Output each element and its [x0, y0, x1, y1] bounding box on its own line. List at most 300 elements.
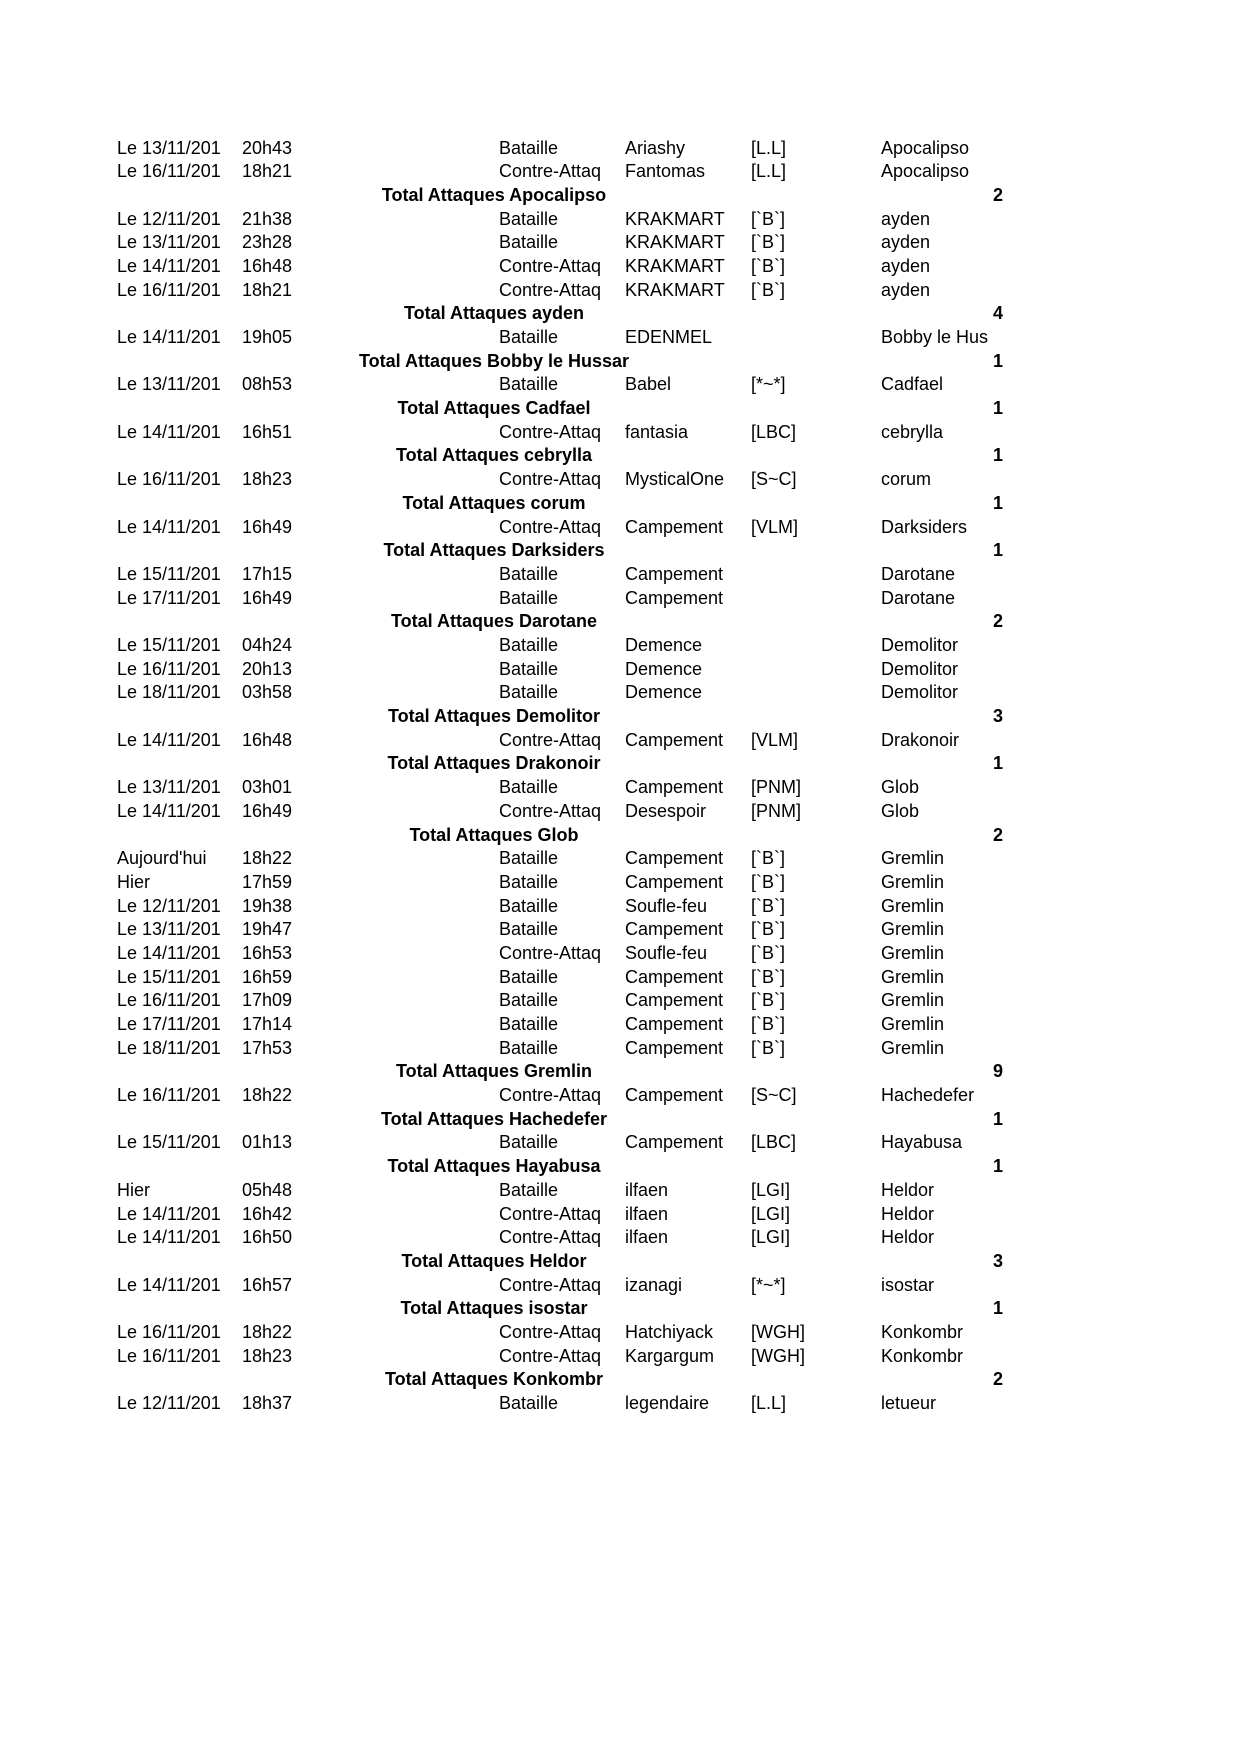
date-cell: Le 15/11/201 [117, 634, 221, 655]
attack-row [0, 1037, 1241, 1061]
total-count: 1 [992, 753, 1003, 774]
attacker-cell: Demence [625, 658, 703, 679]
total-count: 1 [992, 1108, 1003, 1129]
attack-row [0, 1013, 1241, 1037]
alliance-tag-cell: [`B`] [751, 255, 785, 276]
attack-type-cell: Bataille [499, 658, 559, 679]
date-cell: Le 14/11/201 [117, 1274, 221, 1295]
attacker-cell: Campement [625, 919, 724, 940]
attack-row [0, 1084, 1241, 1108]
time-cell: 01h13 [242, 1132, 293, 1153]
date-cell: Le 13/11/201 [117, 232, 221, 253]
attack-type-cell: Contre-Attaq [499, 279, 602, 300]
attack-row [0, 208, 1241, 232]
attack-type-cell: Contre-Attaq [499, 1322, 602, 1342]
date-cell: Le 13/11/201 [117, 137, 221, 158]
attack-type-cell: Bataille [499, 1393, 559, 1414]
alliance-tag-cell: [LGI] [751, 1179, 791, 1200]
target-cell: Drakonoir [881, 729, 960, 750]
attack-type-cell: Contre-Attaq [499, 1085, 602, 1106]
time-cell: 03h58 [242, 682, 293, 703]
total-count: 2 [992, 1369, 1003, 1390]
target-cell: Darotane [881, 563, 956, 584]
total-count: 1 [992, 398, 1003, 419]
attack-row [0, 1321, 1241, 1345]
attack-type-cell: Bataille [499, 871, 559, 892]
attacker-cell: Soufle-feu [625, 895, 708, 916]
attack-row [0, 1392, 1241, 1416]
total-row [0, 610, 1241, 634]
target-cell: Bobby le Hus [881, 327, 989, 348]
attack-type-cell: Bataille [499, 232, 559, 253]
total-label: Total Attaques corum [402, 492, 586, 513]
alliance-tag-cell: [`B`] [751, 232, 785, 253]
date-cell: Le 14/11/201 [117, 1203, 221, 1224]
attack-type-cell: Contre-Attaq [499, 800, 602, 821]
attacker-cell: legendaire [625, 1393, 710, 1414]
alliance-tag-cell: [`B`] [751, 942, 785, 963]
attacker-cell: ilfaen [625, 1179, 669, 1200]
alliance-tag-cell: [`B`] [751, 919, 785, 940]
attack-type-cell: Bataille [499, 1179, 559, 1200]
date-cell: Le 16/11/201 [117, 469, 221, 490]
total-label: Total Attaques Darotane [390, 611, 598, 632]
alliance-tag-cell: [S~C] [751, 469, 797, 490]
time-cell: 17h59 [242, 871, 293, 892]
total-label: Total Attaques isostar [400, 1298, 588, 1319]
attacker-cell: Kargargum [625, 1345, 715, 1366]
target-cell: Heldor [881, 1203, 935, 1224]
attacker-cell: KRAKMART [625, 255, 725, 276]
alliance-tag-cell: [LGI] [751, 1203, 791, 1224]
alliance-tag-cell: [L.L] [751, 1393, 787, 1414]
time-cell: 20h13 [242, 658, 293, 679]
target-cell: Hayabusa [881, 1132, 963, 1153]
attacker-cell: Campement [625, 1037, 724, 1058]
target-cell: Demolitor [881, 682, 959, 703]
total-count: 2 [992, 184, 1003, 205]
alliance-tag-cell: [S~C] [751, 1085, 797, 1106]
attack-row [0, 989, 1241, 1013]
date-cell: Le 12/11/201 [117, 1393, 221, 1414]
total-row [0, 397, 1241, 421]
target-cell: letueur [881, 1393, 937, 1414]
total-label: Total Attaques Hayabusa [387, 1156, 601, 1177]
attacker-cell: Campement [625, 587, 724, 608]
date-cell: Le 15/11/201 [117, 563, 221, 584]
time-cell: 16h48 [242, 255, 293, 276]
attack-type-cell: Bataille [499, 1132, 559, 1153]
attack-row [0, 942, 1241, 966]
time-cell: 17h09 [242, 990, 293, 1011]
target-cell: Demolitor [881, 634, 959, 655]
attack-row [0, 895, 1241, 919]
date-cell: Le 15/11/201 [117, 1132, 221, 1153]
date-cell: Le 12/11/201 [117, 895, 221, 916]
attack-row [0, 634, 1241, 658]
target-cell: Gremlin [881, 871, 945, 892]
total-count: 9 [992, 1061, 1003, 1082]
time-cell: 08h53 [242, 374, 293, 395]
attack-type-cell: Contre-Attaq [499, 255, 602, 276]
attack-row [0, 1345, 1241, 1369]
alliance-tag-cell: [`B`] [751, 871, 785, 892]
total-row [0, 1108, 1241, 1132]
date-cell: Le 14/11/201 [117, 800, 221, 821]
attack-row [0, 800, 1241, 824]
date-cell: Le 14/11/201 [117, 327, 221, 348]
date-cell: Le 14/11/201 [117, 729, 221, 750]
attack-row [0, 587, 1241, 611]
attack-row [0, 1274, 1241, 1298]
date-cell: Le 15/11/201 [117, 966, 221, 987]
date-cell: Le 16/11/201 [117, 1345, 221, 1366]
time-cell: 16h53 [242, 942, 293, 963]
total-row [0, 539, 1241, 563]
time-cell: 16h48 [242, 729, 293, 750]
attack-row [0, 681, 1241, 705]
total-count: 2 [992, 824, 1003, 845]
attack-row [0, 966, 1241, 990]
total-label: Total Attaques Drakonoir [387, 753, 601, 774]
total-count: 1 [992, 492, 1003, 513]
attack-type-cell: Bataille [499, 563, 559, 584]
time-cell: 16h59 [242, 966, 293, 987]
total-label: Total Attaques ayden [403, 303, 585, 324]
total-row [0, 752, 1241, 776]
date-cell: Hier [117, 1179, 151, 1200]
attacker-cell: izanagi [625, 1274, 683, 1295]
date-cell: Le 14/11/201 [117, 255, 221, 276]
total-label: Total Attaques Apocalipso [381, 184, 607, 205]
attack-type-cell: Bataille [499, 895, 559, 916]
date-cell: Le 13/11/201 [117, 374, 221, 395]
date-cell: Le 16/11/201 [117, 279, 221, 300]
total-label: Total Attaques Glob [409, 824, 579, 845]
total-row [0, 1368, 1241, 1392]
total-row [0, 1060, 1241, 1084]
time-cell: 16h42 [242, 1203, 293, 1224]
date-cell: Le 14/11/201 [117, 1227, 221, 1248]
attack-row [0, 1203, 1241, 1227]
alliance-tag-cell: [`B`] [751, 1014, 785, 1035]
attacker-cell: ilfaen [625, 1227, 669, 1248]
date-cell: Le 18/11/201 [117, 1037, 221, 1058]
attacker-cell: Babel [625, 374, 672, 395]
time-cell: 16h49 [242, 516, 293, 537]
attack-type-cell: Contre-Attaq [499, 1203, 602, 1224]
target-cell: Darksiders [881, 516, 968, 537]
time-cell: 16h50 [242, 1227, 293, 1248]
total-count: 1 [992, 350, 1003, 371]
target-cell: Glob [881, 777, 920, 798]
alliance-tag-cell: [`B`] [751, 966, 785, 987]
alliance-tag-cell: [`B`] [751, 848, 785, 869]
alliance-tag-cell: [`B`] [751, 990, 785, 1011]
target-cell: Heldor [881, 1179, 935, 1200]
attack-row [0, 1131, 1241, 1155]
attack-type-cell: Contre-Attaq [499, 161, 602, 182]
alliance-tag-cell: [LGI] [751, 1227, 791, 1248]
target-cell: ayden [881, 255, 931, 276]
total-count: 3 [992, 706, 1003, 727]
total-count: 1 [992, 1156, 1003, 1177]
target-cell: ayden [881, 208, 931, 229]
time-cell: 03h01 [242, 777, 293, 798]
attack-row [0, 847, 1241, 871]
time-cell: 18h37 [242, 1393, 293, 1414]
attacker-cell: Campement [625, 1085, 724, 1106]
total-count: 1 [992, 445, 1003, 466]
target-cell: Konkombr [881, 1345, 964, 1366]
attack-type-cell: Contre-Attaq [499, 942, 602, 963]
target-cell: ayden [881, 279, 931, 300]
attack-type-cell: Contre-Attaq [499, 729, 602, 750]
time-cell: 21h38 [242, 208, 293, 229]
attack-type-cell: Bataille [499, 777, 559, 798]
target-cell: Gremlin [881, 966, 945, 987]
attacker-cell: EDENMEL [625, 327, 713, 348]
date-cell: Le 14/11/201 [117, 421, 221, 442]
time-cell: 18h22 [242, 1322, 293, 1342]
attack-type-cell: Contre-Attaq [499, 469, 602, 490]
time-cell: 19h38 [242, 895, 293, 916]
alliance-tag-cell: [VLM] [751, 516, 799, 537]
date-cell: Le 13/11/201 [117, 777, 221, 798]
target-cell: Gremlin [881, 919, 945, 940]
attack-row [0, 658, 1241, 682]
time-cell: 18h22 [242, 848, 293, 869]
time-cell: 16h51 [242, 421, 293, 442]
time-cell: 18h22 [242, 1085, 293, 1106]
time-cell: 16h49 [242, 800, 293, 821]
alliance-tag-cell: [`B`] [751, 208, 785, 229]
attack-type-cell: Bataille [499, 919, 559, 940]
total-row [0, 302, 1241, 326]
total-label: Total Attaques Hachedefer [380, 1108, 608, 1129]
attack-row [0, 776, 1241, 800]
time-cell: 18h23 [242, 1345, 293, 1366]
attacker-cell: Campement [625, 729, 724, 750]
total-count: 2 [992, 611, 1003, 632]
date-cell: Le 16/11/201 [117, 1322, 221, 1342]
alliance-tag-cell: [L.L] [751, 137, 787, 158]
attacker-cell: ilfaen [625, 1203, 669, 1224]
attack-type-cell: Bataille [499, 1014, 559, 1035]
attacker-cell: Hatchiyack [625, 1322, 714, 1342]
attack-type-cell: Contre-Attaq [499, 1227, 602, 1248]
target-cell: isostar [881, 1274, 935, 1295]
total-label: Total Attaques Heldor [401, 1250, 587, 1271]
total-row [0, 705, 1241, 729]
attack-type-cell: Contre-Attaq [499, 421, 602, 442]
time-cell: 18h21 [242, 161, 293, 182]
time-cell: 18h21 [242, 279, 293, 300]
attack-type-cell: Bataille [499, 990, 559, 1011]
attack-row [0, 871, 1241, 895]
attacker-cell: Demence [625, 634, 703, 655]
attack-row [0, 279, 1241, 303]
attack-row [0, 326, 1241, 350]
total-count: 3 [992, 1250, 1003, 1271]
date-cell: Le 16/11/201 [117, 161, 221, 182]
attack-row [0, 137, 1241, 161]
attack-type-cell: Bataille [499, 682, 559, 703]
attacker-cell: KRAKMART [625, 279, 725, 300]
attack-row [0, 516, 1241, 540]
attacker-cell: Campement [625, 871, 724, 892]
total-label: Total Attaques Gremlin [395, 1061, 593, 1082]
target-cell: corum [881, 469, 932, 490]
total-row [0, 1155, 1241, 1179]
total-row [0, 1297, 1241, 1321]
attack-type-cell: Bataille [499, 634, 559, 655]
total-label: Total Attaques Cadfael [397, 398, 591, 419]
total-label: Total Attaques Darksiders [383, 540, 605, 561]
time-cell: 16h49 [242, 587, 293, 608]
target-cell: Darotane [881, 587, 956, 608]
total-label: Total Attaques Demolitor [387, 706, 600, 727]
alliance-tag-cell: [`B`] [751, 1037, 785, 1058]
target-cell: Gremlin [881, 1037, 945, 1058]
alliance-tag-cell: [`B`] [751, 279, 785, 300]
date-cell: Le 16/11/201 [117, 1085, 221, 1106]
target-cell: Gremlin [881, 895, 945, 916]
attack-row [0, 160, 1241, 184]
total-row [0, 184, 1241, 208]
attack-type-cell: Bataille [499, 137, 559, 158]
target-cell: Gremlin [881, 990, 945, 1011]
time-cell: 23h28 [242, 232, 293, 253]
attack-type-cell: Bataille [499, 966, 559, 987]
target-cell: Apocalipso [881, 161, 970, 182]
attack-type-cell: Bataille [499, 587, 559, 608]
target-cell: Konkombr [881, 1322, 964, 1342]
target-cell: Demolitor [881, 658, 959, 679]
attacker-cell: Campement [625, 777, 724, 798]
time-cell: 16h57 [242, 1274, 293, 1295]
attack-row [0, 1179, 1241, 1203]
attacker-cell: KRAKMART [625, 208, 725, 229]
attacker-cell: Campement [625, 1014, 724, 1035]
date-cell: Le 16/11/201 [117, 990, 221, 1011]
attack-row [0, 421, 1241, 445]
alliance-tag-cell: [LBC] [751, 421, 797, 442]
alliance-tag-cell: [`B`] [751, 895, 785, 916]
date-cell: Le 18/11/201 [117, 682, 221, 703]
alliance-tag-cell: [WGH] [751, 1345, 805, 1366]
attacker-cell: KRAKMART [625, 232, 725, 253]
date-cell: Le 12/11/201 [117, 208, 221, 229]
alliance-tag-cell: [*~*] [751, 1274, 786, 1295]
time-cell: 17h53 [242, 1037, 293, 1058]
target-cell: Apocalipso [881, 137, 970, 158]
target-cell: Gremlin [881, 848, 945, 869]
attacker-cell: Campement [625, 966, 724, 987]
attack-type-cell: Bataille [499, 1037, 559, 1058]
attacker-cell: Campement [625, 848, 724, 869]
attacker-cell: Campement [625, 1132, 724, 1153]
time-cell: 17h14 [242, 1014, 293, 1035]
attack-row [0, 255, 1241, 279]
total-row [0, 1250, 1241, 1274]
time-cell: 19h47 [242, 919, 293, 940]
date-cell: Le 13/11/201 [117, 919, 221, 940]
alliance-tag-cell: [*~*] [751, 374, 786, 395]
total-row [0, 350, 1241, 374]
time-cell: 20h43 [242, 137, 293, 158]
target-cell: Cadfael [881, 374, 944, 395]
alliance-tag-cell: [PNM] [751, 777, 802, 798]
attack-row [0, 729, 1241, 753]
total-row [0, 444, 1241, 468]
attack-row [0, 918, 1241, 942]
attacker-cell: Soufle-feu [625, 942, 708, 963]
attack-type-cell: Bataille [499, 208, 559, 229]
attack-type-cell: Contre-Attaq [499, 516, 602, 537]
alliance-tag-cell: [WGH] [751, 1322, 805, 1342]
attack-type-cell: Bataille [499, 848, 559, 869]
date-cell: Le 17/11/201 [117, 587, 221, 608]
total-count: 1 [992, 1298, 1003, 1319]
attacker-cell: MysticalOne [625, 469, 725, 490]
alliance-tag-cell: [PNM] [751, 800, 802, 821]
time-cell: 04h24 [242, 634, 293, 655]
time-cell: 18h23 [242, 469, 293, 490]
target-cell: Heldor [881, 1227, 935, 1248]
total-label: Total Attaques cebrylla [395, 445, 593, 466]
attack-row [0, 231, 1241, 255]
attack-row [0, 1226, 1241, 1250]
attacker-cell: Demence [625, 682, 703, 703]
time-cell: 17h15 [242, 563, 293, 584]
attacker-cell: Campement [625, 990, 724, 1011]
attacker-cell: Campement [625, 516, 724, 537]
attack-row [0, 468, 1241, 492]
target-cell: cebrylla [881, 421, 944, 442]
total-row [0, 824, 1241, 848]
total-count: 4 [992, 303, 1003, 324]
attacker-cell: Desespoir [625, 800, 707, 821]
date-cell: Le 17/11/201 [117, 1014, 221, 1035]
attack-type-cell: Bataille [499, 327, 559, 348]
time-cell: 05h48 [242, 1179, 293, 1200]
alliance-tag-cell: [LBC] [751, 1132, 797, 1153]
alliance-tag-cell: [VLM] [751, 729, 799, 750]
attacker-cell: fantasia [625, 421, 689, 442]
time-cell: 19h05 [242, 327, 293, 348]
target-cell: Gremlin [881, 942, 945, 963]
total-row [0, 492, 1241, 516]
alliance-tag-cell: [L.L] [751, 161, 787, 182]
total-count: 1 [992, 540, 1003, 561]
target-cell: Glob [881, 800, 920, 821]
date-cell: Aujourd'hui [117, 848, 207, 869]
attack-type-cell: Contre-Attaq [499, 1345, 602, 1366]
attack-type-cell: Bataille [499, 374, 559, 395]
date-cell: Le 14/11/201 [117, 942, 221, 963]
attacker-cell: Campement [625, 563, 724, 584]
target-cell: ayden [881, 232, 931, 253]
attack-row [0, 563, 1241, 587]
total-label: Total Attaques Konkombr [384, 1369, 603, 1390]
target-cell: Gremlin [881, 1014, 945, 1035]
date-cell: Le 14/11/201 [117, 516, 221, 537]
target-cell: Hachedefer [881, 1085, 975, 1106]
date-cell: Hier [117, 871, 151, 892]
attack-type-cell: Contre-Attaq [499, 1274, 602, 1295]
total-label: Total Attaques Bobby le Hussar [358, 350, 630, 371]
